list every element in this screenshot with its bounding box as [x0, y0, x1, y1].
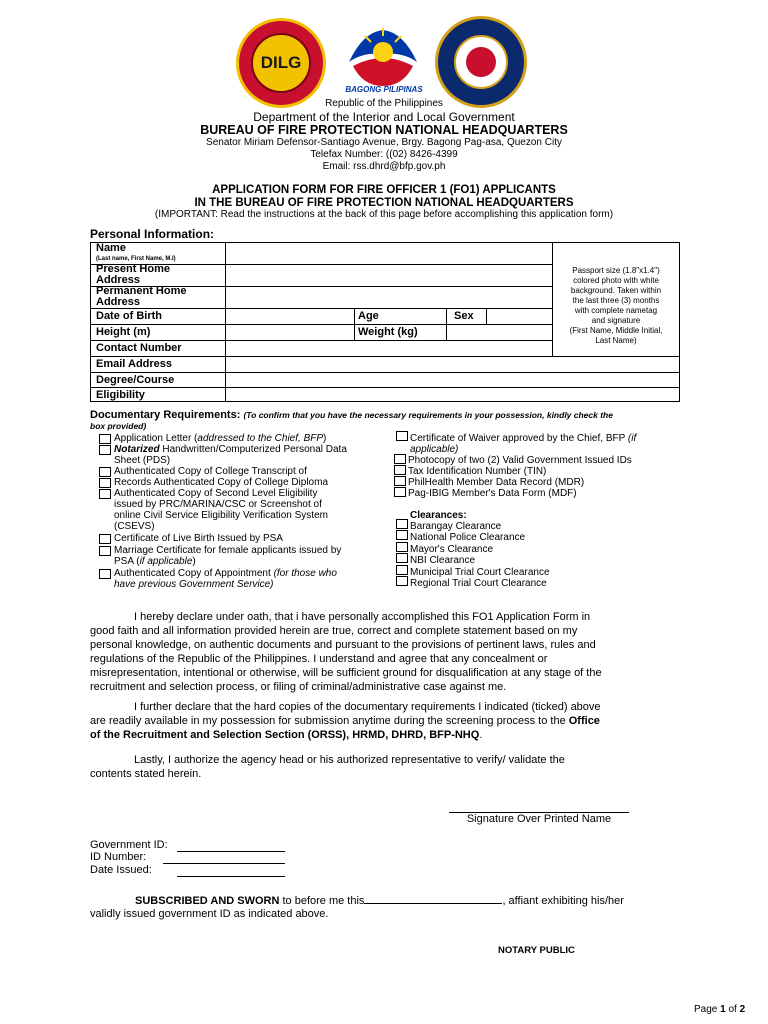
checkbox-appointment[interactable]: [99, 569, 111, 579]
name-field[interactable]: [226, 243, 554, 264]
bfp-flame-icon: [466, 47, 496, 77]
item-tin: Tax Identification Number (TIN): [408, 466, 547, 477]
checkbox-application-letter[interactable]: [99, 434, 111, 444]
item-transcript: Authenticated Copy of College Transcript of: [114, 466, 307, 477]
dilg-seal-logo: [236, 18, 326, 108]
item-barangay: Barangay Clearance: [410, 521, 502, 532]
item-marriage-certificate: Marriage Certificate for female applicants issued by: [114, 545, 342, 556]
checkbox-gov-ids[interactable]: [394, 454, 406, 464]
present-address-label-2: Address: [96, 274, 141, 286]
item-birth-certificate: Certificate of Live Birth Issued by PSA: [114, 533, 283, 544]
bfp-seal-logo: [435, 16, 527, 108]
height-label: Height (m): [96, 326, 151, 338]
photo-instructions[interactable]: Passport size (1.8"x1.4") colored photo with white background. Taken within the last three (3) months with complete nametag and signature (First Name, Middle Initial, Last Name): [569, 266, 663, 345]
item-pds: Notarized Handwritten/Computerized Personal Data: [114, 444, 347, 455]
gov-id-line[interactable]: [177, 851, 285, 852]
item-waiver: Certificate of Waiver approved by the Chief, BFP (if: [410, 433, 637, 444]
checkbox-tin[interactable]: [394, 465, 406, 475]
item-pagibig: Pag-IBIG Member's Data Form (MDF): [408, 488, 577, 499]
declaration-paragraph-3: Lastly, I authorize the agency head or his authorized representative to verify/ validate the contents stated herein.: [90, 754, 565, 780]
name-label: Name: [96, 242, 126, 254]
item-philhealth: PhilHealth Member Data Record (MDR): [408, 477, 585, 488]
checkbox-rtc[interactable]: [396, 576, 408, 586]
item-diploma: Records Authenticated Copy of College Diploma: [114, 477, 329, 488]
notary-public-label: NOTARY PUBLIC: [498, 945, 575, 956]
eligibility-label: Eligibility: [96, 389, 145, 401]
item-pds-2: Sheet (PDS): [114, 455, 171, 466]
checkbox-police[interactable]: [396, 530, 408, 540]
item-nbi: NBI Clearance: [410, 555, 476, 566]
clearances-heading: Clearances:: [410, 510, 467, 521]
item-eligibility-4: (CSEVS): [114, 521, 155, 532]
department-line: Department of the Interior and Local Government: [253, 110, 515, 124]
item-rtc: Regional Trial Court Clearance: [410, 578, 547, 589]
permanent-address-field[interactable]: [226, 287, 554, 309]
checkbox-marriage-certificate[interactable]: [99, 546, 111, 556]
height-field[interactable]: [226, 325, 354, 341]
dob-label: Date of Birth: [96, 310, 162, 322]
form-title-line2: IN THE BUREAU OF FIRE PROTECTION NATIONAL HEADQUARTERS: [194, 197, 574, 209]
checkbox-nbi[interactable]: [396, 553, 408, 563]
telefax-line: Telefax Number: ((02) 8426-4399: [310, 149, 458, 160]
gov-id-label: Government ID:: [90, 839, 168, 851]
item-application-letter: Application Letter (addressed to the Chief, BFP): [114, 433, 327, 444]
eligibility-field[interactable]: [226, 388, 680, 402]
checkbox-transcript[interactable]: [99, 467, 111, 477]
sex-label: Sex: [454, 310, 474, 322]
item-eligibility: Authenticated Copy of Second Level Eligibility: [114, 488, 318, 499]
bagong-pilipinas-logo: [343, 22, 423, 88]
signature-label: Signature Over Printed Name: [466, 813, 612, 825]
item-eligibility-3: online Civil Service Eligibility Verification System: [114, 510, 328, 521]
form-title-line1: APPLICATION FORM FOR FIRE OFFICER 1 (FO1) APPLICANTS: [212, 184, 556, 196]
name-hint: (Last name, First Name, M.I): [96, 256, 176, 262]
checkbox-eligibility[interactable]: [99, 489, 111, 499]
age-label: Age: [358, 310, 379, 322]
sworn-statement: SUBSCRIBED AND SWORN to before me this , affiant exhibiting his/her: [135, 895, 624, 907]
id-number-label: ID Number:: [90, 851, 147, 863]
sex-field[interactable]: [488, 309, 552, 325]
dob-field[interactable]: [226, 309, 354, 325]
permanent-address-label-2: Address: [96, 296, 141, 308]
checkbox-birth-certificate[interactable]: [99, 534, 111, 544]
present-address-label: Present Home: [96, 263, 170, 275]
weight-field[interactable]: [448, 325, 552, 341]
bfp-seal-inner: [454, 35, 508, 89]
republic-line: Republic of the Philippines: [325, 98, 443, 109]
checkbox-pds[interactable]: [99, 445, 111, 455]
checkbox-waiver[interactable]: [396, 431, 408, 441]
item-appointment: Authenticated Copy of Appointment (for those who: [114, 568, 337, 579]
checkbox-mayor[interactable]: [396, 542, 408, 552]
item-waiver-2: applicable): [410, 444, 459, 455]
permanent-address-label: Permanent Home: [96, 285, 187, 297]
item-gov-ids: Photocopy of two (2) Valid Government Issued IDs: [408, 455, 632, 466]
item-mayor: Mayor's Clearance: [410, 544, 494, 555]
bureau-title: BUREAU OF FIRE PROTECTION NATIONAL HEADQUARTERS: [200, 123, 568, 137]
page-indicator: Page 1 of 2: [694, 1004, 746, 1015]
item-appointment-2: have previous Government Service): [114, 579, 274, 590]
weight-label: Weight (kg): [358, 326, 418, 338]
item-mtc: Municipal Trial Court Clearance: [410, 567, 550, 578]
dilg-seal-inner: [251, 33, 311, 93]
degree-field[interactable]: [226, 373, 680, 389]
sworn-statement-2: validly issued government ID as indicated above.: [90, 908, 329, 920]
declaration-paragraph-1: I hereby declare under oath, that i have personally accomplished this FO1 Application Form in good faith and all information provided herein are true, correct and complete statement based on my personal knowledge, on authentic documents and pursuant to the provisions of pertinent laws, rules and regulations of the Republic of the Philippines. I understand and agree that any concealment or misrepresentation, intentional or otherwise, will be sufficient ground for disqualification at any stage of the recruitment and selection process, or filing of criminal/administrative case against me.: [90, 611, 602, 693]
present-address-field[interactable]: [226, 265, 554, 287]
checkbox-philhealth[interactable]: [394, 476, 406, 486]
checkbox-diploma[interactable]: [99, 478, 111, 488]
degree-label: Degree/Course: [96, 374, 175, 386]
declaration-paragraph-2: I further declare that the hard copies of the documentary requirements I indicated (ticked) above are readily available in my possession for submission anytime during the screening process to the Office of the Recruitment and Selection Section (ORSS), HRMD, DHRD, BFP-NHQ.: [90, 701, 601, 741]
item-marriage-certificate-2: PSA (if applicable): [114, 556, 196, 567]
bagong-pilipinas-label: BAGONG PILIPINAS: [345, 85, 423, 94]
dilg-seal-text: DILG: [260, 53, 302, 72]
item-eligibility-2: issued by PRC/MARINA/CSC or Screenshot of: [114, 499, 322, 510]
checkbox-pagibig[interactable]: [394, 487, 406, 497]
id-number-line[interactable]: [163, 863, 285, 864]
contact-field[interactable]: [226, 341, 554, 357]
important-note: (IMPORTANT: Read the instructions at the back of this page before accomplishing this application form): [154, 209, 614, 220]
age-field[interactable]: [400, 309, 444, 325]
contact-label: Contact Number: [96, 342, 182, 354]
item-police: National Police Clearance: [410, 532, 526, 543]
date-issued-line[interactable]: [177, 876, 285, 877]
checkbox-barangay[interactable]: [396, 519, 408, 529]
email-line: Email: rss.dhrd@bfp.gov.ph: [322, 161, 446, 172]
checkbox-mtc[interactable]: [396, 565, 408, 575]
personal-info-heading: Personal Information:: [90, 227, 215, 241]
date-issued-label: Date Issued:: [90, 864, 152, 876]
address-line: Senator Miriam Defensor-Santiago Avenue, Brgy. Bagong Pag-asa, Quezon City: [206, 137, 562, 148]
doc-requirements-heading: Documentary Requirements: (To confirm that you have the necessary requirements in your possession, kindly check the: [90, 409, 613, 421]
doc-requirements-hint: box provided): [90, 421, 147, 431]
email-field[interactable]: [226, 357, 680, 373]
email-label: Email Address: [96, 358, 173, 370]
